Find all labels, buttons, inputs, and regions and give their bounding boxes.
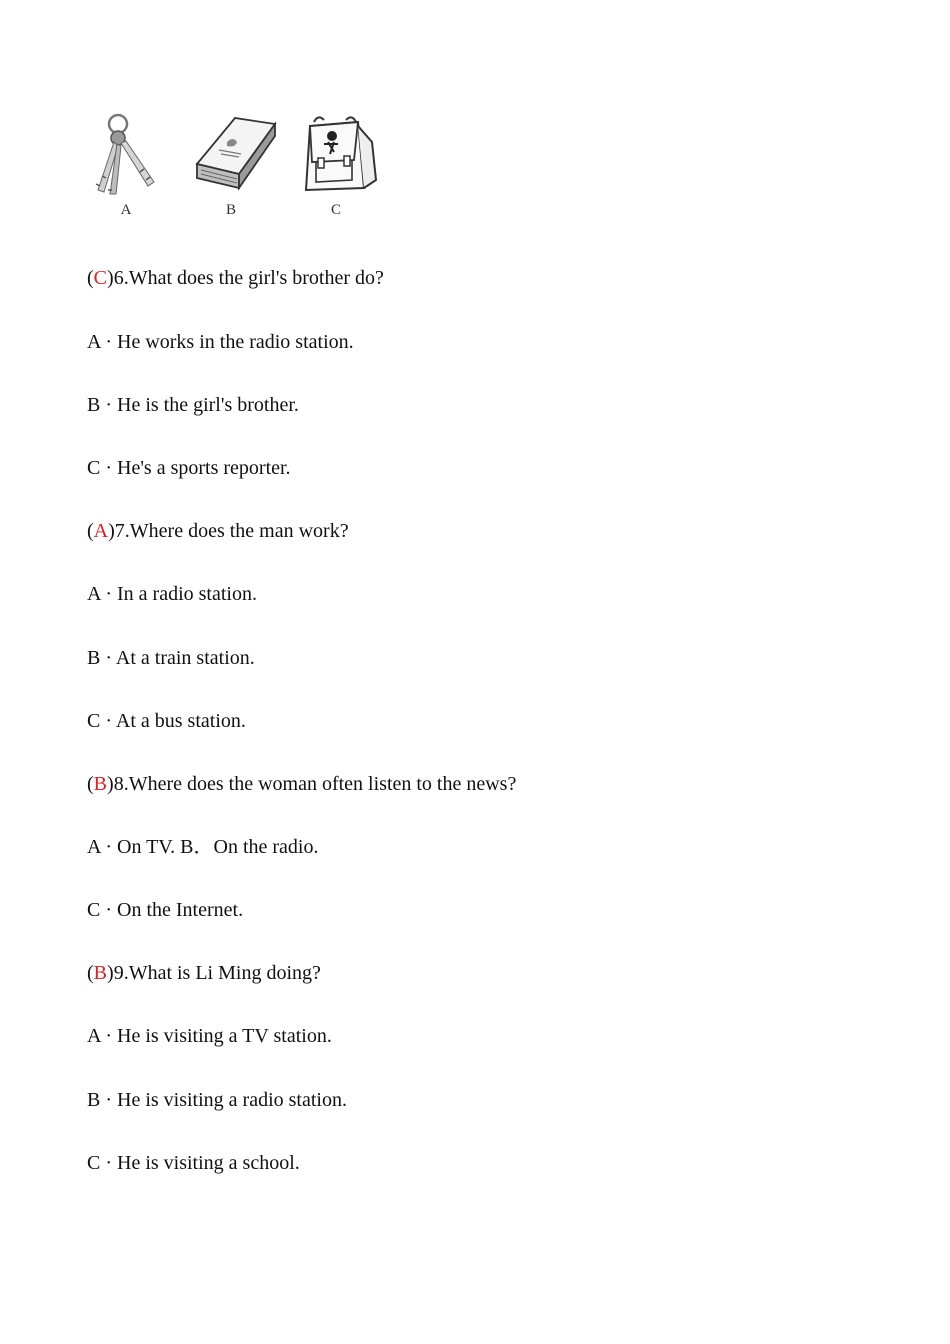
answer-mark: B xyxy=(93,773,108,795)
option-line: C · He's a sports reporter. xyxy=(87,457,291,479)
book-icon xyxy=(193,112,277,196)
answer-mark: B xyxy=(93,962,108,984)
question-text: 8.Where does the woman often listen to the news? xyxy=(113,773,517,795)
option-line: B · He is the girl's brother. xyxy=(87,394,299,416)
option-line: C · He is visiting a school. xyxy=(87,1152,300,1174)
option-line: B · He is visiting a radio station. xyxy=(87,1089,347,1111)
question-text: 9.What is Li Ming doing? xyxy=(113,962,321,984)
backpack-icon xyxy=(298,112,382,196)
option-line: A · He is visiting a TV station. xyxy=(87,1025,332,1047)
picture-label-a: A xyxy=(120,202,132,218)
answer-mark: A xyxy=(93,520,109,542)
picture-options xyxy=(88,112,388,224)
question-9-stem: (B)9.What is Li Ming doing? xyxy=(87,962,321,984)
option-line: A · In a radio station. xyxy=(87,583,257,605)
keys-icon xyxy=(88,112,172,196)
option-line: A · He works in the radio station. xyxy=(87,331,354,353)
question-6-stem: (C)6.What does the girl's brother do? xyxy=(87,267,384,289)
question-text: 7.Where does the man work? xyxy=(114,520,349,542)
question-text: 6.What does the girl's brother do? xyxy=(113,267,384,289)
question-7-stem: (A)7.Where does the man work? xyxy=(87,520,349,542)
answer-mark: C xyxy=(93,267,108,289)
picture-label-b: B xyxy=(225,202,236,218)
option-line: B · At a train station. xyxy=(87,647,255,669)
question-8-stem: (B)8.Where does the woman often listen to the news? xyxy=(87,773,517,795)
picture-label-c: C xyxy=(330,202,341,218)
option-line: C · On the Internet. xyxy=(87,899,244,921)
option-line: A · On TV. B．On the radio. xyxy=(87,836,319,858)
option-line: C · At a bus station. xyxy=(87,710,246,732)
